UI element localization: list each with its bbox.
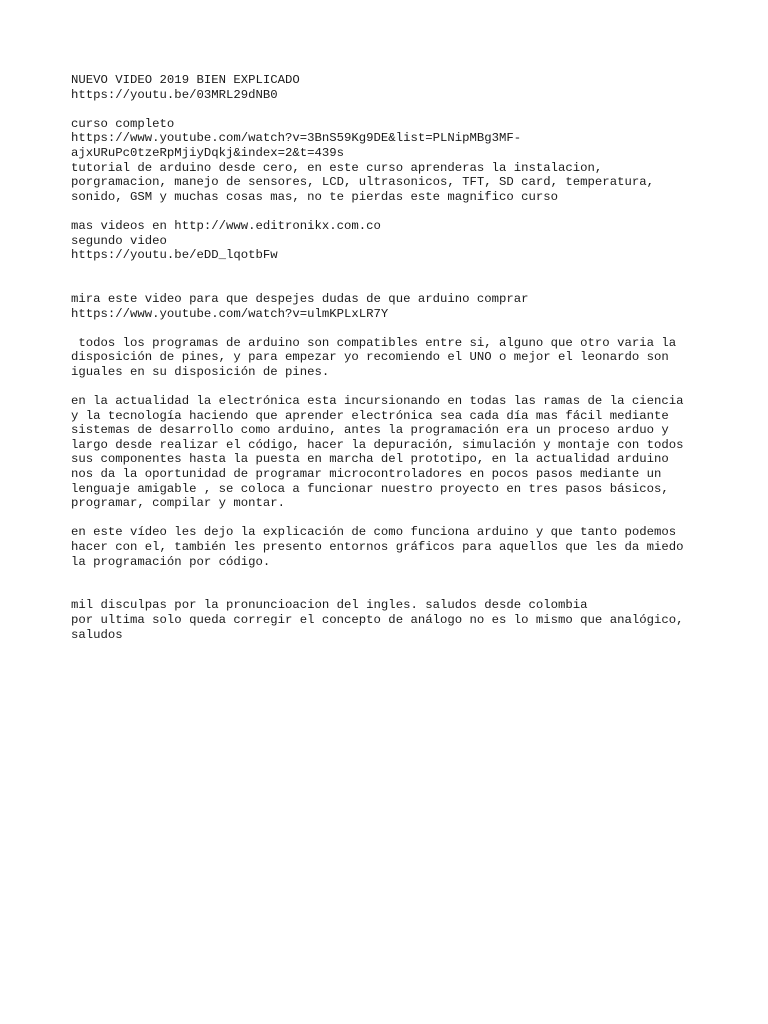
text-line: sonido, GSM y muchas cosas mas, no te pierdas este magnifico curso — [71, 189, 559, 204]
link-line[interactable]: https://youtu.be/eDD_lqotbFw — [71, 248, 278, 263]
blank-line — [71, 204, 731, 219]
text-line: disposición de pines, y para empezar yo recomiendo el UNO o mejor el leonardo son — [71, 350, 669, 365]
link-line[interactable]: ajxURuPc0tzeRpMjiyDqkj&index=2&t=439s — [71, 145, 345, 160]
blank-line — [71, 511, 731, 526]
blank-line — [71, 321, 731, 336]
link-line[interactable]: https://www.youtube.com/watch?v=3BnS59Kg9DE&list=PLNipMBg3MF- — [71, 131, 522, 146]
link-line[interactable]: https://www.youtube.com/watch?v=ulmKPLxLR7Y — [71, 306, 389, 321]
text-line: mas videos en http://www.editronikx.com.co — [71, 218, 381, 233]
blank-line — [71, 379, 731, 394]
blank-line — [71, 102, 731, 117]
document-body — [71, 73, 731, 642]
text-line: por ultima solo queda corregir el concepto de análogo no es lo mismo que analógico, — [71, 612, 684, 627]
text-line: programar, compilar y montar. — [71, 496, 286, 511]
blank-line — [71, 263, 731, 278]
text-line: y la tecnología haciendo que aprender electrónica sea cada día mas fácil mediante — [71, 408, 669, 423]
link-line[interactable]: https://youtu.be/03MRL29dNB0 — [71, 87, 278, 102]
text-line: curso completo — [71, 116, 175, 131]
text-line: nos da la oportunidad de programar microcontroladores en pocos pasos mediante un — [71, 467, 662, 482]
text-line: mil disculpas por la pronuncioacion del ingles. saludos desde colombia — [71, 598, 588, 613]
text-line: largo desde realizar el código, hacer la depuración, simulación y montaje con todos — [71, 437, 684, 452]
text-line: todos los programas de arduino son compatibles entre si, alguno que otro varia la — [71, 335, 677, 350]
text-line: hacer con el, también les presento entornos gráficos para aquellos que les da miedo — [71, 540, 684, 554]
text-line: la programación por código. — [71, 554, 271, 569]
text-line: iguales en su disposición de pines. — [71, 364, 330, 379]
text-line: saludos — [71, 627, 123, 642]
text-line: segundo video — [71, 233, 167, 248]
text-line: en la actualidad la electrónica esta incursionando en todas las ramas de la ciencia — [71, 394, 684, 409]
text-line: porgramacion, manejo de sensores, LCD, ultrasonicos, TFT, SD card, temperatura, — [71, 175, 654, 190]
text-line: en este vídeo les dejo la explicación de como funciona arduino y que tanto podemos — [71, 525, 677, 540]
blank-line — [71, 569, 731, 584]
text-line: NUEVO VIDEO 2019 BIEN EXPLICADO — [71, 73, 300, 87]
text-line: lenguaje amigable , se coloca a funcionar nuestro proyecto en tres pasos básicos, — [71, 481, 669, 496]
text-line: sus componentes hasta la puesta en marcha del prototipo, en la actualidad arduino — [71, 452, 669, 467]
text-line: tutorial de arduino desde cero, en este curso aprenderas la instalacion, — [71, 160, 603, 175]
text-line: sistemas de desarrollo como arduino, antes la programación era un proceso arduo y — [71, 423, 669, 438]
blank-line — [71, 584, 731, 599]
text-line: mira este video para que despejes dudas de que arduino comprar — [71, 291, 529, 306]
blank-line — [71, 277, 731, 292]
